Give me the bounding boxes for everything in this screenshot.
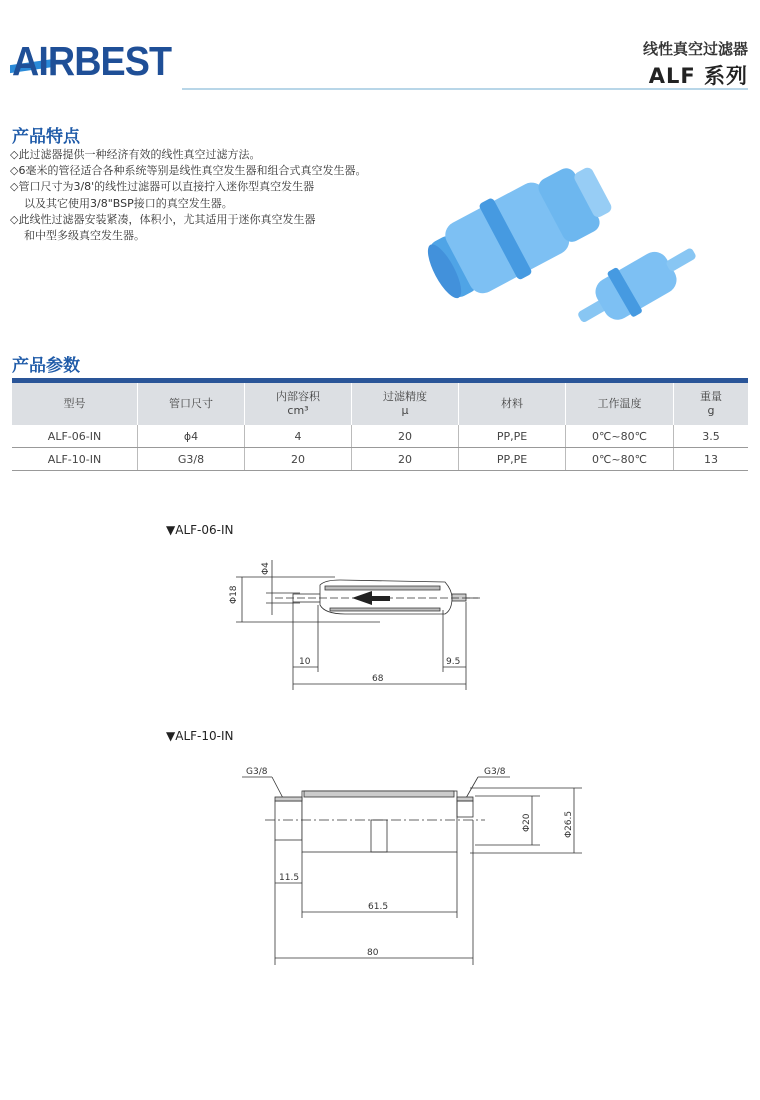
dim-61-5: 61.5 bbox=[368, 902, 389, 912]
cell: 20 bbox=[352, 425, 459, 448]
large-filter bbox=[420, 150, 622, 314]
label-g38-left: G3/8 bbox=[246, 767, 268, 777]
feature-item: ◇此线性过滤器安装紧凑，体积小，尤其适用于迷你真空发生器 bbox=[10, 212, 316, 226]
dim-phi4: Φ4 bbox=[261, 562, 271, 575]
feature-item: ◇此过滤器提供一种经济有效的线性真空过滤方法。 bbox=[10, 148, 261, 161]
feature-item: 以及其它使用3/8"BSP接口的真空发生器。 bbox=[24, 196, 233, 210]
header-divider bbox=[182, 88, 748, 90]
col-header: 管口尺寸 bbox=[138, 383, 245, 425]
cell: G3/8 bbox=[138, 448, 245, 471]
dim-phi18: Φ18 bbox=[229, 585, 239, 604]
table-header-row bbox=[12, 383, 748, 425]
cell: ϕ4 bbox=[138, 425, 245, 448]
features-list bbox=[10, 147, 366, 244]
feature-item: ◇6毫米的管径适合各种系统等别是线性真空发生器和组合式真空发生器。 bbox=[10, 164, 367, 178]
col-header: 内部容积 cm³ bbox=[245, 383, 352, 425]
dim-phi26-5: Φ26.5 bbox=[564, 810, 574, 838]
dim-80: 80 bbox=[367, 948, 379, 958]
dim-9-5: 9.5 bbox=[446, 657, 461, 667]
brand-logo: AIRBEST bbox=[12, 38, 172, 84]
drawing-title-alf10: ▼ALF-10-IN bbox=[166, 729, 234, 743]
cell: ALF-10-IN bbox=[12, 448, 138, 471]
col-header: 型号 bbox=[12, 383, 138, 425]
cell: 0℃~80℃ bbox=[566, 425, 674, 448]
dim-10: 10 bbox=[299, 657, 311, 667]
params-heading: 产品参数 bbox=[12, 356, 80, 376]
product-photo bbox=[420, 130, 720, 350]
cell: 20 bbox=[352, 448, 459, 471]
cell: 20 bbox=[245, 448, 352, 471]
small-filter bbox=[567, 230, 707, 341]
drawing-title-alf06: ▼ALF-06-IN bbox=[166, 523, 234, 537]
cell: ALF-06-IN bbox=[12, 425, 138, 448]
col-header: 重量 g bbox=[674, 383, 749, 425]
cell: 13 bbox=[674, 448, 749, 471]
cell: 0℃~80℃ bbox=[566, 448, 674, 471]
col-header: 工作温度 bbox=[566, 383, 674, 425]
col-header: 过滤精度 μ bbox=[352, 383, 459, 425]
features-heading: 产品特点 bbox=[12, 127, 80, 147]
label-g38-right: G3/8 bbox=[484, 767, 506, 777]
table-row bbox=[12, 425, 748, 448]
feature-item: ◇管口尺寸为3/8'的线性过滤器可以直接拧入迷你型真空发生器 bbox=[10, 180, 315, 194]
dim-phi20: Φ20 bbox=[522, 813, 532, 832]
cell: PP,PE bbox=[459, 425, 566, 448]
col-header: 材料 bbox=[459, 383, 566, 425]
series-title: ALF 系列 bbox=[648, 64, 748, 88]
cell: PP,PE bbox=[459, 448, 566, 471]
table-row bbox=[12, 448, 748, 471]
feature-item: 和中型多级真空发生器。 bbox=[24, 229, 145, 243]
cell: 4 bbox=[245, 425, 352, 448]
dim-68: 68 bbox=[372, 674, 384, 684]
params-table bbox=[12, 378, 748, 471]
dim-11-5: 11.5 bbox=[279, 873, 300, 883]
cell: 3.5 bbox=[674, 425, 749, 448]
product-category: 线性真空过滤器 bbox=[642, 40, 748, 58]
